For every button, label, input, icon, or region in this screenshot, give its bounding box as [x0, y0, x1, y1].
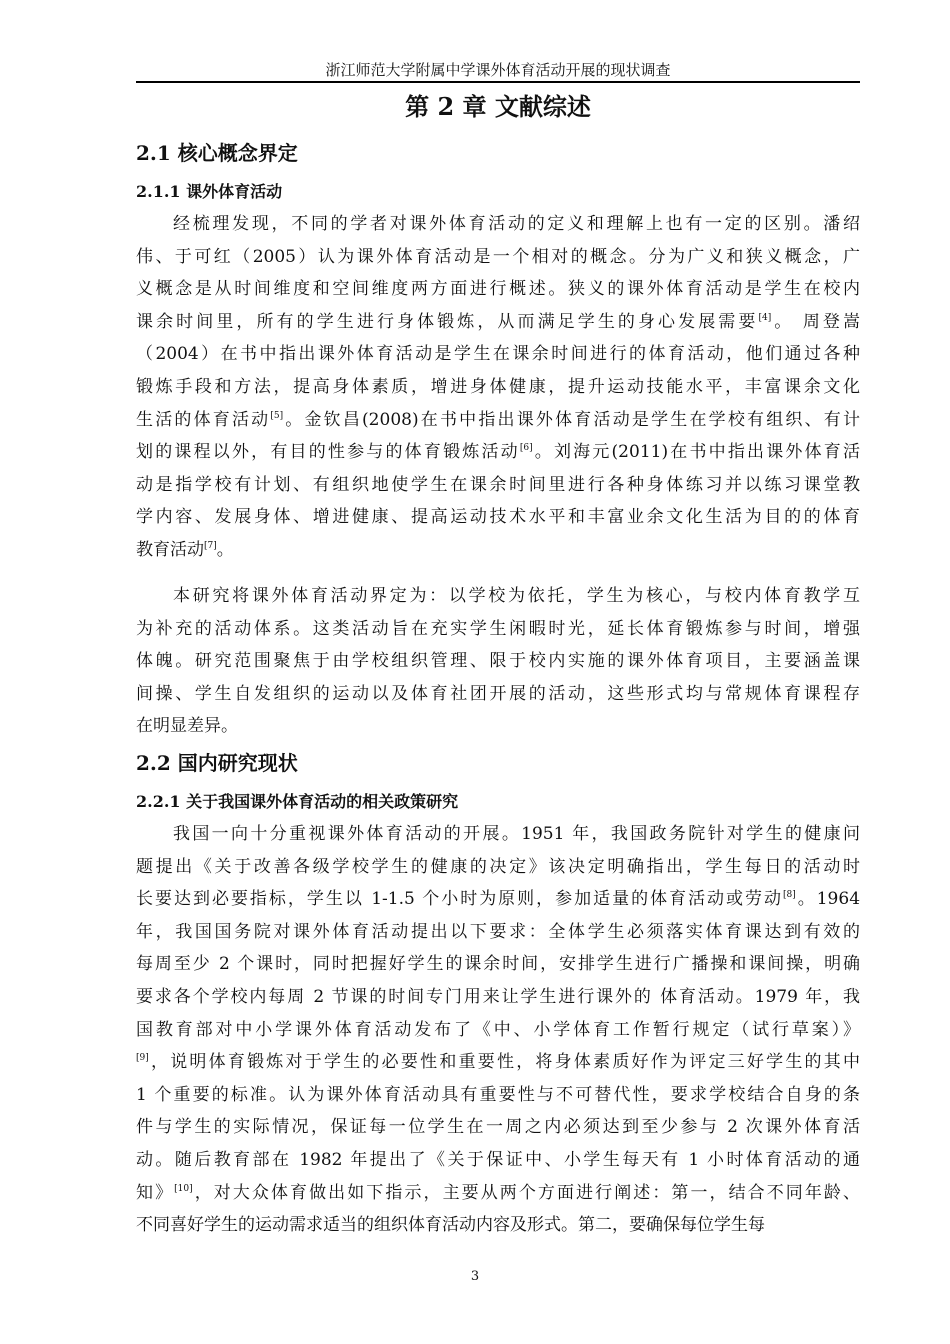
- paragraph-definition: [136, 208, 860, 567]
- line-text: 伟、于可红（2005）认为课外体育活动是一个相对的概念。分为广义和狭义概念，广: [136, 246, 860, 267]
- text-line: [136, 534, 860, 567]
- line-text: 锻炼手段和方法，提高身体素质，增进身体健康，提升运动技能水平，丰富课余文化: [136, 376, 860, 397]
- citation-ref: [9]: [136, 1053, 149, 1064]
- line-text: 动是指学校有计划、有组织地使学生在课余时间里进行各种身体练习并以练习课堂教: [136, 474, 860, 495]
- line-text-tail: 。金钦昌(2008)在书中指出课外体育活动是学生在学校有组织、有计: [283, 409, 860, 430]
- text-line: [136, 501, 860, 534]
- citation-ref: [5]: [270, 410, 284, 421]
- text-line: [136, 306, 860, 339]
- line-text: 1 个重要的标准。认为课外体育活动具有重要性与不可替代性，要求学校结合自身的条: [136, 1084, 860, 1105]
- line-text: 生活的体育活动: [136, 409, 271, 430]
- citation-ref: [7]: [204, 540, 217, 551]
- text-line: [136, 371, 860, 404]
- line-text: 学内容、发展身体、增进健康、提高运动技术水平和丰富业余文化生活为目的的体育: [136, 507, 860, 528]
- text-line: [136, 469, 860, 502]
- text-line: [136, 818, 860, 851]
- line-text: 题提出《关于改善各级学校学生的健康的决定》该决定明确指出，学生每日的活动时: [136, 856, 860, 877]
- text-line: [136, 916, 860, 949]
- text-line: [136, 1209, 860, 1242]
- line-text-tail: 。: [216, 539, 234, 560]
- citation-ref: [10]: [174, 1183, 193, 1194]
- line-text-tail: 。1964: [795, 889, 860, 910]
- line-text: 不同喜好学生的运动需求适当的组织体育活动内容及形式。第二，要确保每位学生每: [136, 1215, 765, 1236]
- line-text-tail: 。 周登嵩: [771, 311, 860, 332]
- text-line: 本研究将课外体育活动界定为：以学校为依托，学生为核心，与校内体育教学互: [173, 586, 860, 606]
- citation-ref: [4]: [758, 312, 772, 323]
- text-line: [136, 1046, 860, 1079]
- subsection-heading-2-2-1: 2.2.1 关于我国课外体育活动的相关政策研究: [136, 792, 459, 811]
- running-header: 浙江师范大学附属中学课外体育活动开展的现状调查: [325, 61, 671, 79]
- text-line: [136, 1111, 860, 1144]
- text-line: [136, 948, 860, 981]
- text-line: [136, 208, 860, 241]
- line-text: 长要达到必要指标，学生以 1-1.5 个小时为原则，参加适量的体育活动或劳动: [136, 889, 784, 910]
- text-line: [136, 883, 860, 916]
- line-text: 我国一向十分重视课外体育活动的开展。1951 年，我国政务院针对学生的健康问: [173, 824, 860, 844]
- line-text: 动。随后教育部在 1982 年提出了《关于保证中、小学生每天有 1 小时体育活动的通: [136, 1149, 860, 1170]
- section-heading-2-1: 2.1 核心概念界定: [136, 141, 298, 165]
- text-line: [136, 851, 860, 884]
- line-text: 知》: [136, 1182, 175, 1203]
- citation-ref: [6]: [519, 443, 533, 454]
- line-text-tail: ，说明体育锻炼对于学生的必要性和重要性，将身体素质好作为评定三好学生的其中: [148, 1052, 860, 1073]
- line-text: （2004）在书中指出课外体育活动是学生在课余时间进行的体育活动，他们通过各种: [136, 344, 860, 365]
- line-text: 年，我国国务院对课外体育活动提出以下要求：全体学生必须落实体育课达到有效的: [136, 921, 860, 942]
- section-heading-2-2: 2.2 国内研究现状: [136, 751, 298, 775]
- text-line: 为补充的活动体系。这类活动旨在充实学生闲暇时光，延长体育锻炼参与时间，增强: [136, 618, 860, 639]
- text-line: [136, 1079, 860, 1112]
- line-text: 义概念是从时间维度和空间维度两方面进行概述。狭义的课外体育活动是学生在校内: [136, 279, 860, 300]
- line-text: 经梳理发现，不同的学者对课外体育活动的定义和理解上也有一定的区别。潘绍: [173, 214, 860, 234]
- text-line: [136, 404, 860, 437]
- line-text-tail: ，对大众体育做出如下指示，主要从两个方面进行阐述：第一，结合不同年龄、: [192, 1182, 860, 1203]
- text-line: [136, 1014, 860, 1047]
- text-line: [136, 1144, 860, 1177]
- text-line: [136, 1177, 860, 1210]
- text-line: 在明显差异。: [136, 716, 238, 737]
- text-line: [136, 338, 860, 371]
- citation-ref: [8]: [783, 890, 796, 901]
- text-line: [136, 981, 860, 1014]
- line-text: 教育活动: [136, 539, 204, 560]
- text-line: [136, 241, 860, 274]
- page-number: 3: [470, 1269, 480, 1284]
- chapter-title: 第 2 章 文献综述: [405, 92, 591, 121]
- line-text: 每周至少 2 个课时，同时把握好学生的课余时间，安排学生进行广播操和课间操，明确: [136, 954, 860, 975]
- line-text: 要求各个学校内每周 2 节课的时间专门用来让学生进行课外的 体育活动。1979 年，我: [136, 986, 860, 1007]
- header-rule: [136, 81, 860, 83]
- line-text: 划的课程以外，有目的性参与的体育锻炼活动: [136, 442, 520, 463]
- text-line: [136, 436, 860, 469]
- text-line: 体魄。研究范围聚焦于由学校组织管理、限于校内实施的课外体育项目，主要涵盖课: [136, 651, 860, 672]
- line-text: 件与学生的实际情况，保证每一位学生在一周之内必须达到至少参与 2 次课外体育活: [136, 1117, 860, 1138]
- paragraph-research-scope: [136, 580, 860, 743]
- paragraph-policy-history: [136, 818, 860, 1242]
- line-text: 课余时间里，所有的学生进行身体锻炼，从而满足学生的身心发展需要: [136, 311, 759, 332]
- line-text: 国教育部对中小学课外体育活动发布了《中、小学体育工作暂行规定（试行草案）》: [136, 1019, 860, 1040]
- line-text-tail: 。刘海元(2011)在书中指出课外体育活: [532, 442, 860, 463]
- text-line: 间操、学生自发组织的运动以及体育社团开展的活动，这些形式均与常规体育课程存: [136, 683, 860, 704]
- text-line: [136, 273, 860, 306]
- subsection-heading-2-1-1: 2.1.1 课外体育活动: [136, 182, 283, 201]
